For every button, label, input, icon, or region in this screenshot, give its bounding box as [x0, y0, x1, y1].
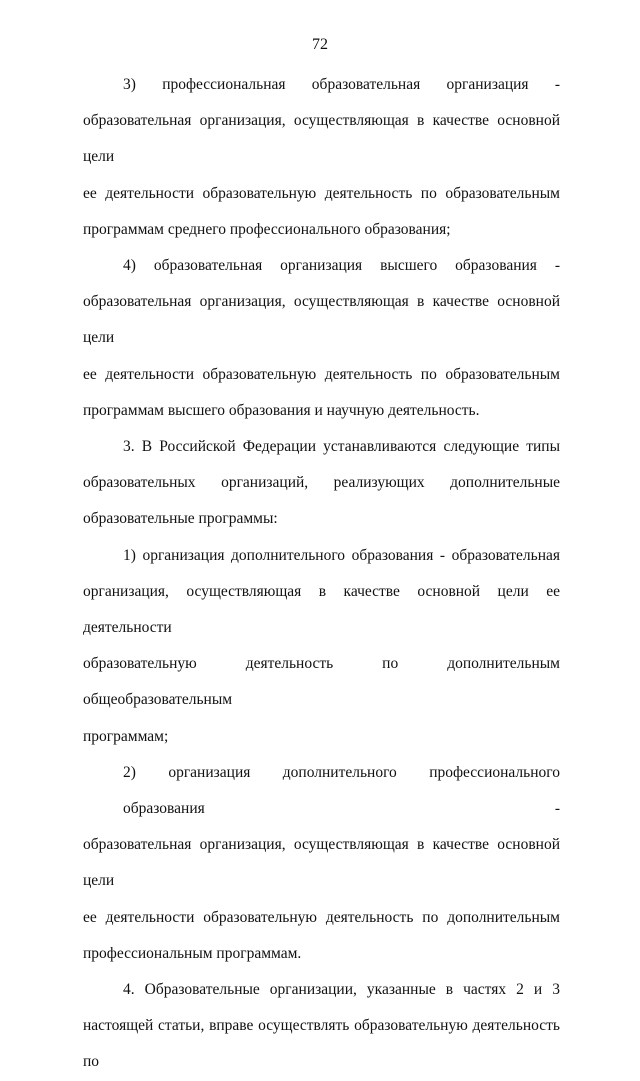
text-line: программам среднего профессионального образования; [83, 220, 451, 238]
paragraph-part-3 [83, 429, 560, 538]
paragraph-additional-education-org [83, 538, 560, 755]
paragraph-part-4 [83, 972, 560, 1081]
paragraph-professional-org [83, 67, 560, 248]
text-line: ее деятельности образовательную деятельность по дополнительным [83, 908, 560, 926]
text-line: образовательных организаций, реализующих дополнительные [83, 474, 560, 492]
text-line: программам; [83, 727, 169, 745]
text-line: ее деятельности образовательную деятельность по образовательным [83, 184, 560, 202]
text-line: 1) организация дополнительного образования - образовательная [123, 546, 560, 564]
text-line: 3. В Российской Федерации устанавливаются следующие типы [123, 438, 560, 456]
text-line: 2) организация дополнительного профессионального образования - [123, 763, 560, 818]
text-line: образовательные программы: [83, 510, 278, 528]
text-line: образовательная организация, осуществляющая в качестве основной цели [83, 293, 560, 347]
text-line: образовательная организация, осуществляющая в качестве основной цели [83, 836, 560, 890]
text-line: ее деятельности образовательную деятельность по образовательным [83, 365, 560, 383]
text-line: 3) профессиональная образовательная организация - [123, 76, 560, 93]
text-line: настоящей статьи, вправе осуществлять образовательную деятельность по [83, 1017, 560, 1071]
text-line: организация, осуществляющая в качестве основной цели ее деятельности [83, 582, 560, 637]
text-line: образовательная организация, осуществляющая в качестве основной цели [83, 112, 560, 166]
paragraph-additional-professional-org [83, 755, 560, 972]
text-line: 4. Образовательные организации, указанные в частях 2 и 3 [123, 981, 560, 999]
paragraph-higher-education-org [83, 248, 560, 429]
text-line: 4) образовательная организация высшего образования - [123, 257, 560, 275]
document-body [83, 67, 560, 1081]
page-number: 72 [312, 36, 328, 53]
text-line: профессиональным программам. [83, 944, 302, 962]
text-line: программам высшего образования и научную деятельность. [83, 401, 480, 419]
text-line: образовательную деятельность по дополнительным общеобразовательным [83, 655, 560, 709]
